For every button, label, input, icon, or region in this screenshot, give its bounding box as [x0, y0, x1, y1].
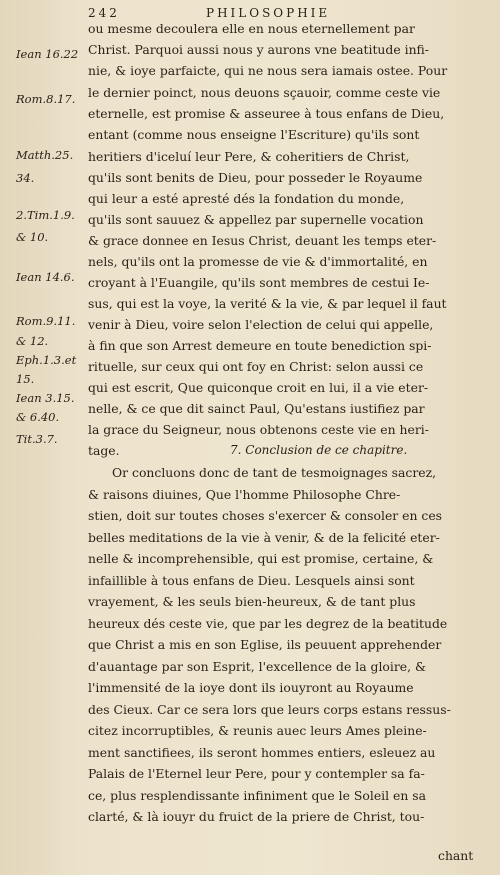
text-line: le dernier poinct, nous deuons sçauoir, comme ceste vie [88, 86, 441, 100]
text-line: à fin que son Arrest demeure en toute benediction spi- [88, 339, 432, 353]
text-line: clarté, & là iouyr du fruict de la priere de Christ, tou- [88, 810, 425, 824]
text-line: rituelle, sur ceux qui ont foy en Christ: selon aussi ce [88, 360, 424, 374]
text-line: vrayement, & les seuls bien-heureux, & de tant plus [88, 595, 416, 609]
text-line: ment sanctifiees, ils seront hommes entiers, esleuez au [88, 746, 436, 760]
text-line: belles meditations de la vie à venir, & de la felicité eter- [88, 531, 440, 545]
catchword: chant [438, 848, 474, 863]
section-heading: 7. Conclusion de ce chapitre. [230, 443, 408, 457]
margin-note: Iean 16.22 [16, 47, 79, 61]
text-line: ce, plus resplendissante infiniment que le Soleil en sa [88, 789, 427, 803]
text-line: Christ. Parquoi aussi nous y aurons vne beatitude infi- [88, 43, 429, 57]
text-line: qui est escrit, Que quiconque croit en lui, il a vie eter- [88, 381, 429, 395]
margin-note: 15. [16, 372, 35, 386]
text-line: nels, qu'ils ont la promesse de vie & d'immortalité, en [88, 255, 428, 269]
text-line: stien, doit sur toutes choses s'exercer & consoler en ces [88, 509, 443, 523]
margin-note: 34. [16, 171, 35, 185]
margin-note: Tit.3.7. [16, 432, 58, 446]
page-number: 242 [88, 6, 120, 20]
margin-note: & 10. [16, 230, 49, 244]
text-line: heureux dés ceste vie, que par les degrez de la beatitude [88, 617, 448, 631]
margin-note: Iean 3.15. [16, 391, 75, 405]
margin-note: Rom.9.11. [16, 314, 76, 328]
margin-note: & 6.40. [16, 410, 60, 424]
text-line: nie, & ioye parfaicte, qui ne nous sera iamais ostee. Pour [88, 64, 448, 78]
text-line: nelle, & ce que dit sainct Paul, Qu'estans iustifiez par [88, 402, 425, 416]
text-line: des Cieux. Car ce sera lors que leurs corps estans ressus- [88, 703, 451, 717]
text-line: citez incorruptibles, & reunis auec leurs Ames pleine- [88, 724, 427, 738]
running-title: PHILOSOPHIE [206, 6, 331, 20]
margin-note: & 12. [16, 334, 49, 348]
text-line: heritiers d'iceluí leur Pere, & coheritiers de Christ, [88, 150, 410, 164]
text-line: croyant à l'Euangile, qu'ils sont membres de cestui Ie- [88, 276, 430, 290]
margin-note: Matth.25. [16, 148, 74, 162]
text-line: la grace du Seigneur, nous obtenons ceste vie en heri- [88, 423, 429, 437]
text-line: nelle & incomprehensible, qui est promise, certaine, & [88, 552, 434, 566]
text-line: d'auantage par son Esprit, l'excellence de la gloire, & [88, 660, 427, 674]
text-line: entant (comme nous enseigne l'Escriture) qu'ils sont [88, 128, 420, 142]
text-line: tage. [88, 444, 120, 458]
text-line: qui leur a esté apresté dés la fondation du monde, [88, 192, 405, 206]
text-line: & grace donnee en Iesus Christ, deuant les temps eter- [88, 234, 437, 248]
text-line: qu'ils sont benits de Dieu, pour posseder le Royaume [88, 171, 423, 185]
margin-note: Rom.8.17. [16, 92, 76, 106]
text-line: & raisons diuines, Que l'homme Philosophe Chre- [88, 488, 401, 502]
text-line: Palais de l'Eternel leur Pere, pour y contempler sa fa- [88, 767, 425, 781]
text-line: que Christ a mis en son Eglise, ils peuuent apprehender [88, 638, 442, 652]
text-line: eternelle, est promise & asseuree à tous enfans de Dieu, [88, 107, 445, 121]
text-line: qu'ils sont sauuez & appellez par supernelle vocation [88, 213, 424, 227]
margin-note: 2.Tim.1.9. [16, 208, 75, 222]
text-line: venir à Dieu, voire selon l'election de celui qui appelle, [88, 318, 434, 332]
text-line: infaillible à tous enfans de Dieu. Lesquels ainsi sont [88, 574, 415, 588]
text-line: ou mesme decoulera elle en nous eternellement par [88, 22, 415, 36]
text-line: Or concluons donc de tant de tesmoignages sacrez, [112, 466, 437, 480]
margin-note: Eph.1.3.et [16, 353, 77, 367]
text-line: sus, qui est la voye, la verité & la vie, & par lequel il faut [88, 297, 447, 311]
text-line: l'immensité de la ioye dont ils iouyront au Royaume [88, 681, 414, 695]
margin-note: Iean 14.6. [16, 270, 75, 284]
